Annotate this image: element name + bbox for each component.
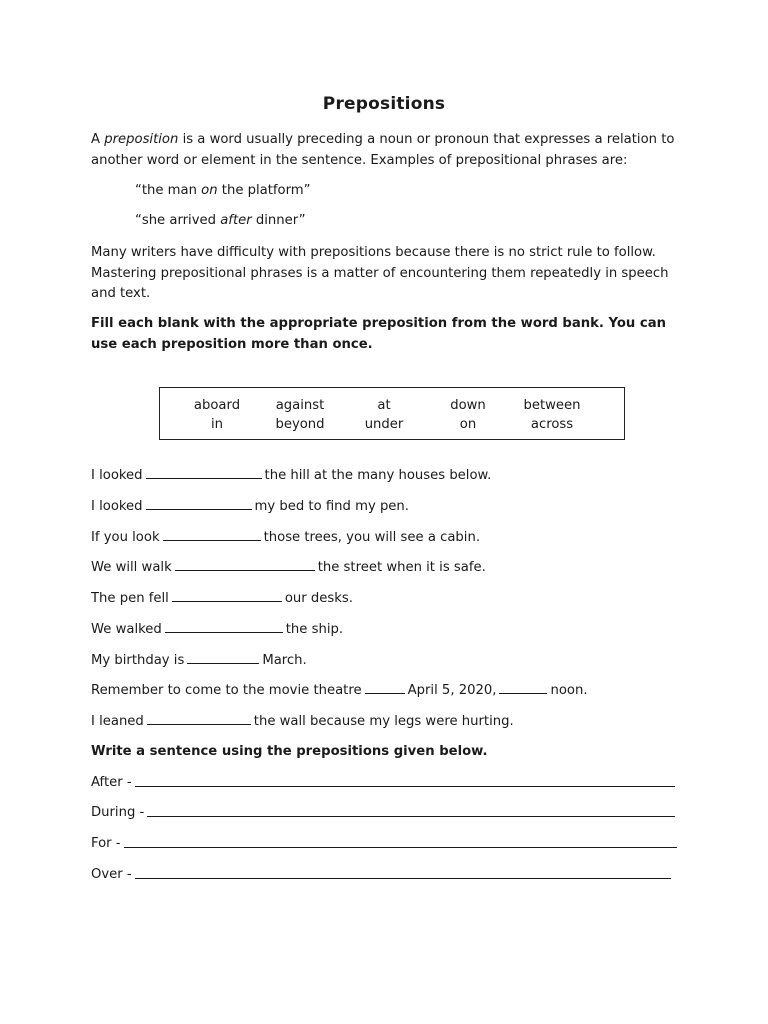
bank-word: at (377, 398, 391, 413)
sentence-prompt-after (91, 773, 675, 793)
example-1-pre: “the man (135, 183, 202, 198)
bank-word: between (523, 398, 581, 413)
prompt-label: During - (91, 805, 145, 820)
question-6 (91, 619, 343, 640)
question-text: Remember to come to the movie theatre (91, 683, 362, 698)
sentence-line[interactable] (135, 865, 671, 879)
sentence-prompt-over (91, 865, 671, 885)
question-text: We will walk (91, 560, 172, 575)
question-9 (91, 711, 514, 732)
prompt-label: After - (91, 775, 132, 790)
question-text: the hill at the many houses below. (264, 468, 492, 483)
intro-post: is a word usually preceding a noun or pronoun that expresses a relation to another word or element in the sentence. Examples of prepositional phrases are: (91, 132, 675, 168)
question-text: the ship. (285, 622, 344, 637)
bank-word: on (459, 417, 477, 432)
question-text: My birthday is (91, 653, 185, 668)
answer-blank[interactable] (365, 680, 405, 694)
question-text: I leaned (91, 714, 144, 729)
intro-term: preposition (104, 132, 179, 147)
question-text: noon. (550, 683, 588, 698)
question-1 (91, 465, 491, 486)
paragraph-2: Many writers have difficulty with prepositions because there is no strict rule to follow. Mastering prepositional phrases is a matter of encountering them repeatedly in speech and text. (91, 245, 669, 301)
bank-word: against (275, 398, 325, 413)
example-2 (135, 211, 306, 231)
answer-blank[interactable] (499, 680, 547, 694)
answer-blank[interactable] (147, 711, 251, 725)
question-text: our desks. (284, 591, 353, 606)
question-text: I looked (91, 468, 143, 483)
question-5 (91, 588, 353, 609)
page-title: Prepositions (322, 94, 446, 114)
question-text: March. (262, 653, 307, 668)
sentence-prompt-during (91, 803, 675, 823)
question-text: April 5, 2020, (407, 683, 497, 698)
example-1-em: on (201, 183, 218, 198)
question-8 (91, 680, 588, 701)
answer-blank[interactable] (175, 557, 315, 571)
word-bank (159, 387, 625, 440)
instructions: Fill each blank with the appropriate preposition from the word bank. You can use each preposition more than once. (91, 316, 667, 352)
example-2-post: dinner” (251, 213, 306, 228)
answer-blank[interactable] (165, 619, 283, 633)
bank-word: in (210, 417, 224, 432)
bank-word: down (450, 398, 486, 413)
example-2-pre: “she arrived (135, 213, 221, 228)
prompt-label: Over - (91, 867, 132, 882)
answer-blank[interactable] (187, 650, 259, 664)
bank-word: across (530, 417, 574, 432)
sentence-prompt-for (91, 834, 677, 854)
question-text: The pen fell (91, 591, 169, 606)
question-text: my bed to find my pen. (254, 499, 409, 514)
question-text: We walked (91, 622, 162, 637)
question-3 (91, 527, 480, 548)
answer-blank[interactable] (163, 527, 261, 541)
prompt-label: For - (91, 836, 121, 851)
bank-word: aboard (193, 398, 241, 413)
example-2-em: after (220, 213, 252, 228)
sentence-line[interactable] (124, 834, 677, 848)
example-1-post: the platform” (217, 183, 311, 198)
question-text: I looked (91, 499, 143, 514)
sentence-line[interactable] (135, 773, 675, 787)
bank-word: beyond (275, 417, 325, 432)
sentence-line[interactable] (147, 803, 675, 817)
question-text: the wall because my legs were hurting. (253, 714, 514, 729)
answer-blank[interactable] (146, 465, 262, 479)
question-text: those trees, you will see a cabin. (263, 530, 481, 545)
sentence-instructions: Write a sentence using the prepositions given below. (91, 744, 488, 759)
question-text: If you look (91, 530, 160, 545)
question-7 (91, 650, 307, 671)
example-1 (135, 181, 311, 201)
answer-blank[interactable] (172, 588, 282, 602)
question-4 (91, 557, 486, 578)
intro-paragraph (91, 130, 681, 171)
intro-pre: A (91, 132, 105, 147)
bank-word: under (364, 417, 404, 432)
question-text: the street when it is safe. (317, 560, 486, 575)
answer-blank[interactable] (146, 496, 252, 510)
question-2 (91, 496, 409, 517)
